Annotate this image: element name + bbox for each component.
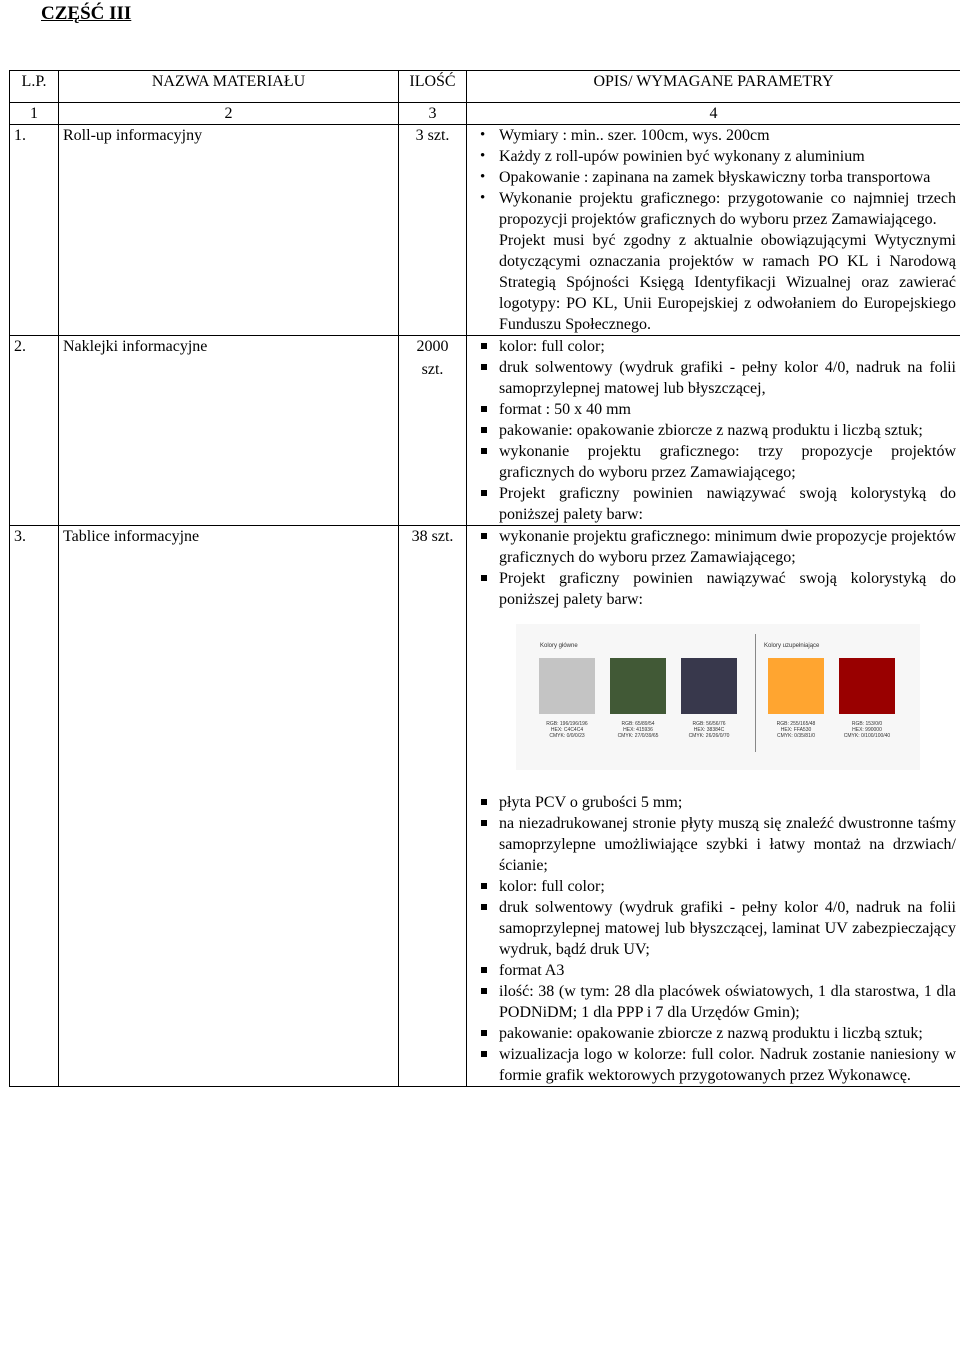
list-item: na niezadrukowanej stronie płyty muszą się znaleźć dwustronne taśmy samoprzylepne umożliwiające szybki i łatwy montaż na drzwiach/ścianie;: [499, 815, 956, 874]
header-qty: ILOŚĆ: [399, 71, 467, 103]
list-item: Projekt graficzny powinien nawiązywać swoją kolorystyką do poniższej palety barw:: [499, 485, 956, 523]
row-qty: 3 szt.: [399, 125, 467, 336]
row-description: [467, 125, 960, 336]
row-description: [467, 526, 960, 1087]
qty-unit: szt.: [421, 361, 444, 378]
requirement-paragraph: Projekt musi być zgodny z aktualnie obowiązującymi Wytycznymi dotyczącymi oznaczania projektów w ramach PO KL i Narodową Strategią Spójności Księgą Identyfikacji Wizualnej oraz zawierać logotypy: PO KL, Unii Europejskiej z odwołaniem do Europejskiego Funduszu Społecznego.: [499, 232, 956, 333]
list-item: wizualizacja logo w kolorze: full color. Nadruk zostanie naniesiony w formie grafik wektorowych przygotowanych przez Wykonawcę.: [499, 1046, 956, 1084]
col-number: 2: [59, 103, 399, 125]
table-row: [10, 526, 960, 1087]
swatch-green: [610, 658, 666, 714]
swatch-green-label: RGB: 65/89/54 HEX: 415936 CMYK: 27/0/39/65: [617, 721, 659, 739]
header-name: NAZWA MATERIAŁU: [59, 71, 399, 103]
row-lp: 1.: [10, 125, 59, 336]
bullet-list: [471, 792, 956, 1086]
list-item: druk solwentowy (wydruk grafiki - pełny kolor 4/0, nadruk na folii samoprzylepnej matowej lub błyszczącej, laminat UV zabezpieczający wydruk, bądź druk UV;: [499, 899, 956, 958]
row-name: Tablice informacyjne: [59, 526, 399, 1087]
row-name: Naklejki informacyjne: [59, 336, 399, 526]
swatch-orange: [768, 658, 824, 714]
list-item: format : 50 x 40 mm: [499, 399, 956, 420]
column-number-row: [10, 103, 960, 125]
palette-main-title: Kolory główne: [540, 643, 578, 649]
list-item: • Każdy z roll-upów powinien być wykonany z aluminium: [499, 146, 956, 167]
qty-number: 2000: [416, 338, 449, 355]
table-row: [10, 336, 960, 526]
row-name: Roll-up informacyjny: [59, 125, 399, 336]
col-number: 4: [467, 103, 960, 125]
row-qty: [399, 336, 467, 526]
header-desc: OPIS/ WYMAGANE PARAMETRY: [467, 71, 960, 103]
swatch-orange-label: RGB: 255/165/48 HEX: FFA530 CMYK: 0/35/81/0: [776, 721, 816, 739]
color-palette: [516, 624, 920, 770]
row-lp: 3.: [10, 526, 59, 1087]
swatch-navy-label: RGB: 56/56/76 HEX: 38384C CMYK: 26/26/0/70: [688, 721, 730, 739]
list-item: Projekt graficzny powinien nawiązywać swoją kolorystyką do poniższej palety barw:: [499, 570, 956, 608]
list-item: • Wymiary : min.. szer. 100cm, wys. 200cm: [499, 125, 956, 146]
row-description: [467, 336, 960, 526]
swatch-gray-label: RGB: 196/196/196 HEX: C4C4C4 CMYK: 0/0/0/23: [546, 721, 588, 739]
section-heading: CZĘŚĆ III: [41, 3, 132, 24]
list-item: wykonanie projektu graficznego: trzy propozycje projektów graficznych do wyboru przez Zamawiającego;: [499, 443, 956, 481]
header-lp: L.P.: [10, 71, 59, 103]
row-qty: 38 szt.: [399, 526, 467, 1087]
list-item: pakowanie: opakowanie zbiorcze z nazwą produktu i liczbą sztuk;: [499, 1023, 956, 1044]
list-item: ilość: 38 (w tym: 28 dla placówek oświatowych, 1 dla starostwa, 1 dla PODNiDM; 1 dla PPP i 7 dla Urzędów Gmin);: [499, 983, 956, 1021]
col-number: 3: [399, 103, 467, 125]
bullet-list: [471, 125, 956, 230]
list-item: • Wykonanie projektu graficznego: przygotowanie co najmniej trzech propozycji projektów graficznych do wyboru przez Zamawiającego.: [499, 188, 956, 230]
list-item: format A3: [499, 960, 956, 981]
list-item: • Opakowanie : zapinana na zamek błyskawiczny torba transportowa: [499, 167, 956, 188]
list-item: kolor: full color;: [499, 336, 956, 357]
table-row: [10, 125, 960, 336]
swatch-gray: [539, 658, 595, 714]
list-item: pakowanie: opakowanie zbiorcze z nazwą produktu i liczbą sztuk;: [499, 420, 956, 441]
list-item: wykonanie projektu graficznego: minimum dwie propozycje projektów graficznych do wyboru przez Zamawiającego;: [499, 528, 956, 566]
bullet-list: [471, 336, 956, 525]
swatch-red: [839, 658, 895, 714]
col-number: 1: [10, 103, 59, 125]
swatch-red-label: RGB: 153/0/0 HEX: 990000 CMYK: 0/100/100/40: [843, 721, 891, 739]
list-item: płyta PCV o grubości 5 mm;: [499, 792, 956, 813]
palette-extra-title: Kolory uzupełniające: [764, 643, 820, 649]
swatch-navy: [681, 658, 737, 714]
materials-table: [9, 70, 960, 1087]
list-item: druk solwentowy (wydruk grafiki - pełny kolor 4/0, nadruk na folii samoprzylepnej matowej lub błyszczącej,: [499, 359, 956, 397]
bullet-list: [471, 526, 956, 610]
table-header-row: [10, 71, 960, 103]
row-lp: 2.: [10, 336, 59, 526]
list-item: kolor: full color;: [499, 876, 956, 897]
